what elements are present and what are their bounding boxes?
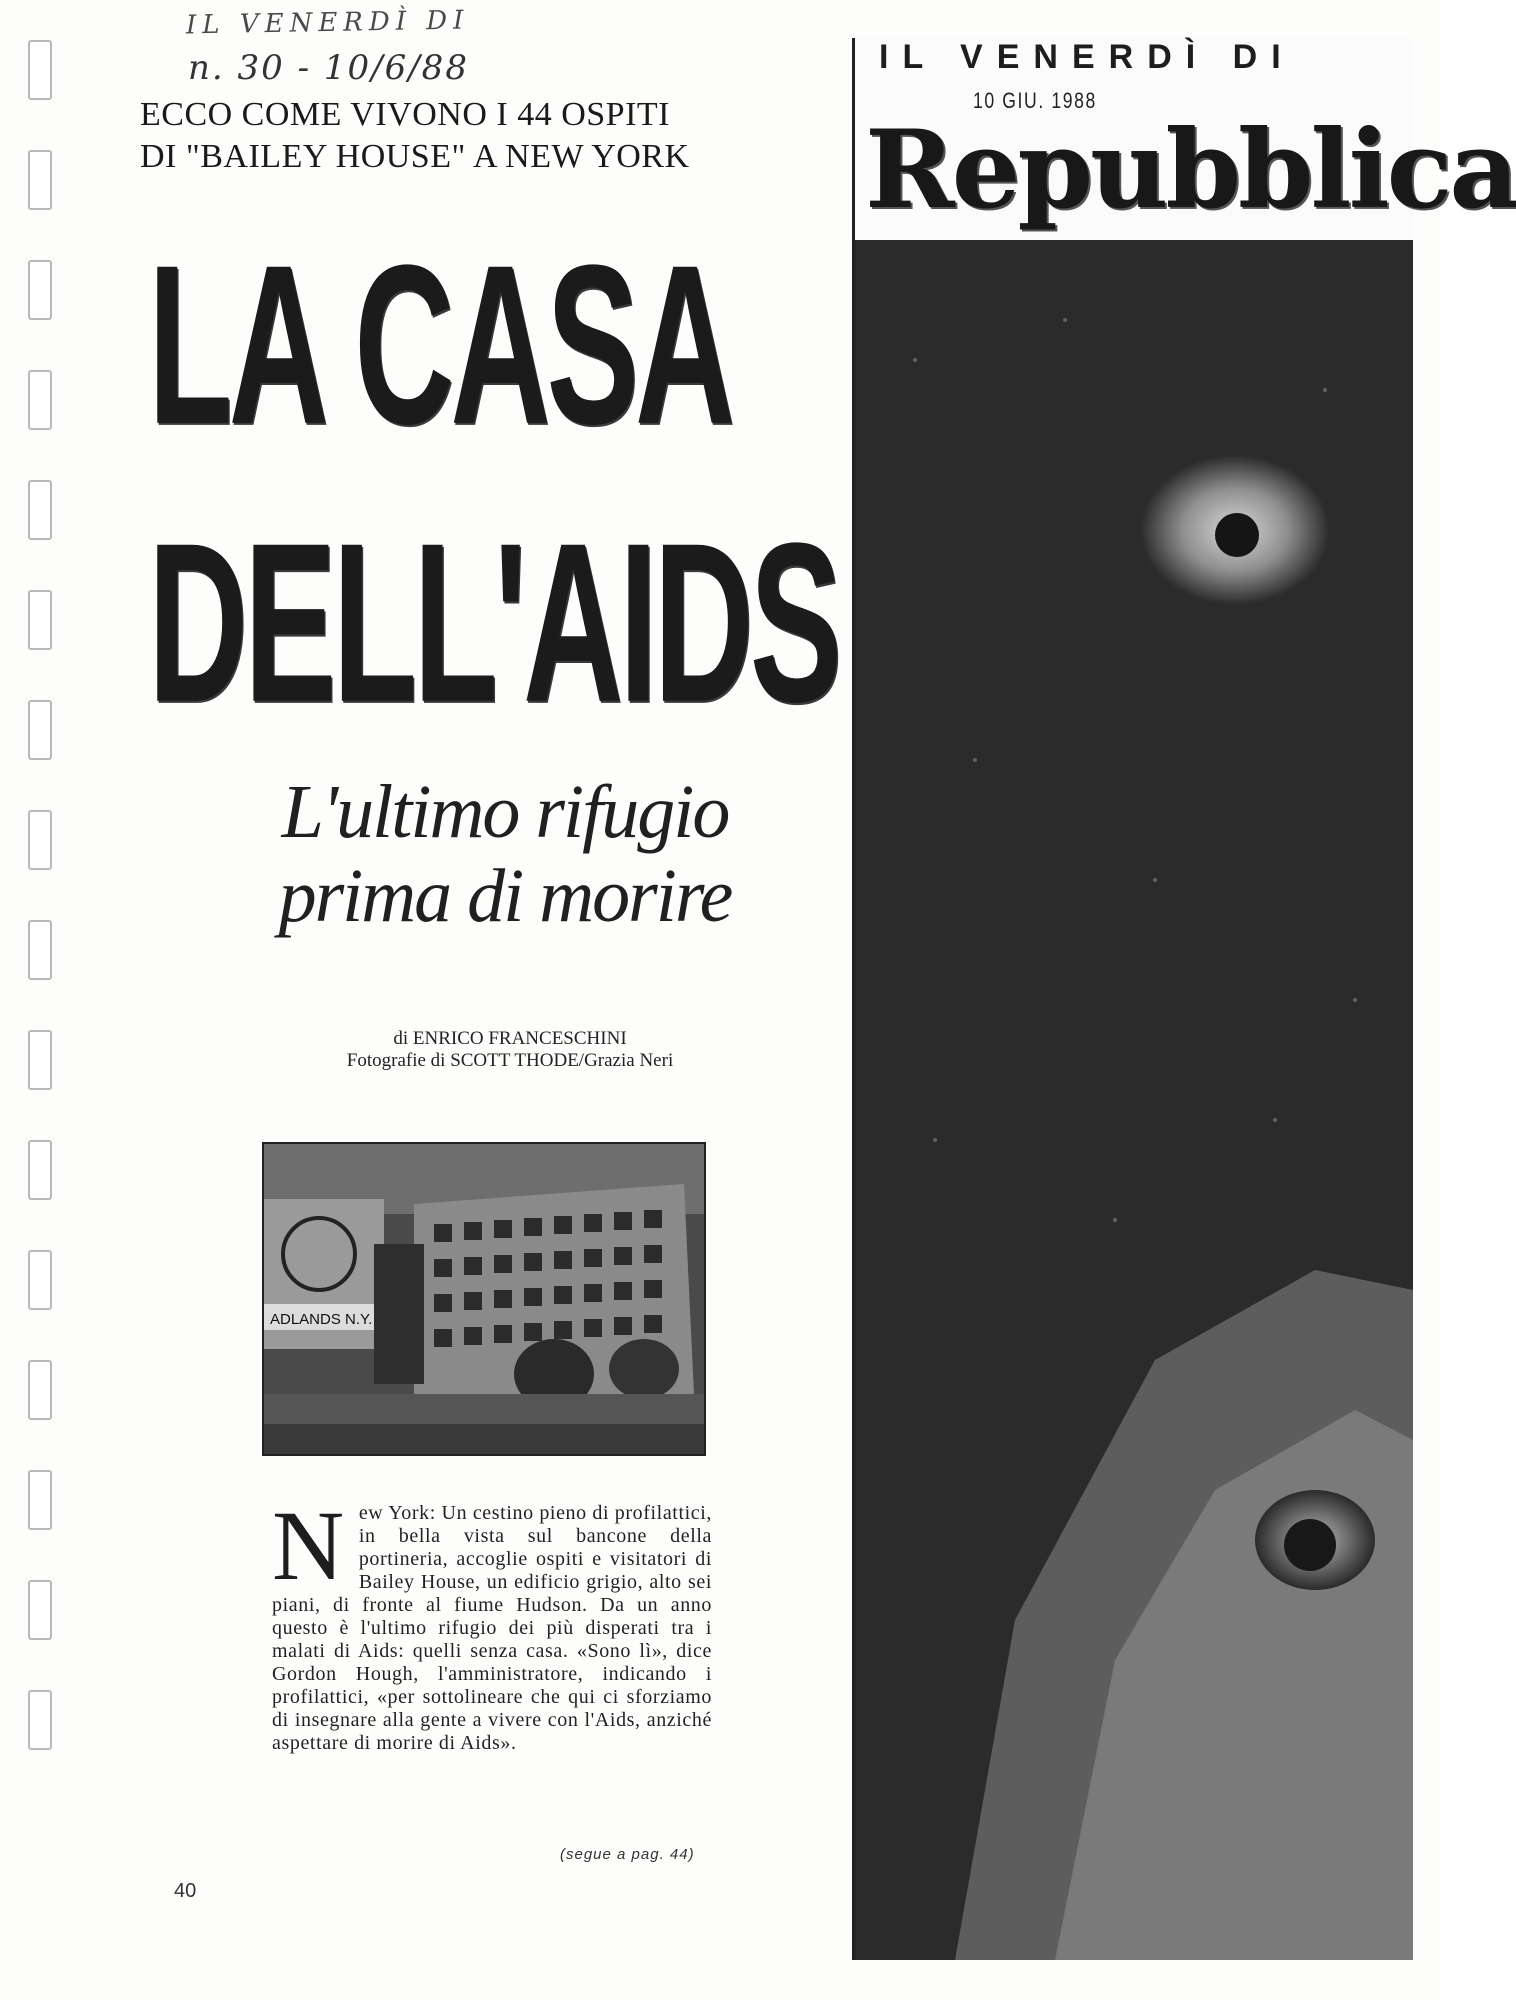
binding-hole	[28, 1690, 52, 1750]
kicker-line-2: DI "BAILEY HOUSE" A NEW YORK	[140, 138, 690, 175]
binding-hole	[28, 150, 52, 210]
photo-sign-text: ADLANDS N.Y.	[270, 1311, 373, 1328]
drop-cap: N	[272, 1490, 345, 1601]
binding-hole	[28, 700, 52, 760]
byline-author: di ENRICO FRANCESCHINI	[393, 1028, 627, 1049]
subtitle-line-1: L'ultimo rifugio	[281, 770, 729, 854]
headline-line-1: LA CASA	[148, 217, 732, 472]
masthead-logo: Repubblica	[865, 107, 1516, 233]
newspaper-clipping	[852, 38, 1516, 240]
binding-hole	[28, 260, 52, 320]
binding-hole	[28, 40, 52, 100]
headline	[148, 210, 839, 750]
binding-hole	[28, 480, 52, 540]
byline-photos: Fotografie di SCOTT THODE/Grazia Neri	[346, 1050, 674, 1071]
headline-line-2: DELL'AIDS	[148, 495, 839, 750]
photo-texture	[855, 240, 1413, 1960]
article-body	[272, 1490, 712, 1755]
binding-holes	[22, 40, 62, 1940]
article-text: ew York: Un cestino pieno di profilattici, in bella vista sul bancone della portineria, accoglie ospiti e visitatori di Bailey House, un edificio grigio, alto sei piani, di fronte al fiume Hudson. Da un anno questo è l'ultimo rifugio dei più disperati tra i malati di Aids: quelli senza casa. «Sono lì», dice Gordon Hough, l'amministratore, indicando i profilattici, «per sottolineare che qui ci sforziamo di insegnare alla gente a vivere con l'Aids, anziché aspettare di morire di Aids».	[272, 1502, 712, 1754]
bailey-house-photo	[262, 1142, 706, 1456]
kicker-line-1: ECCO COME VIVONO I 44 OSPITI	[140, 96, 670, 133]
continued-note: (segue a pag. 44)	[560, 1846, 695, 1863]
binding-hole	[28, 810, 52, 870]
byline	[250, 1028, 770, 1072]
building-illustration	[264, 1144, 704, 1454]
subtitle	[185, 770, 825, 938]
source-note-handwritten: n. 30 - 10/6/88	[188, 48, 469, 88]
binding-hole	[28, 1030, 52, 1090]
binding-hole	[28, 1140, 52, 1200]
binding-hole	[28, 920, 52, 980]
date-stamp: 10 GIU. 1988	[973, 88, 1097, 113]
binding-hole	[28, 1360, 52, 1420]
binding-hole	[28, 370, 52, 430]
cover-photo-dark	[852, 240, 1413, 1960]
kicker	[140, 94, 820, 178]
binding-hole	[28, 1250, 52, 1310]
source-note-print: IL VENERDÌ DI	[185, 5, 470, 41]
page-number: 40	[174, 1880, 197, 1902]
binding-hole	[28, 1580, 52, 1640]
binding-hole	[28, 590, 52, 650]
binding-hole	[28, 1470, 52, 1530]
paper-section-title: IL VENERDÌ DI	[879, 38, 1295, 76]
subtitle-line-2: prima di morire	[278, 854, 732, 938]
